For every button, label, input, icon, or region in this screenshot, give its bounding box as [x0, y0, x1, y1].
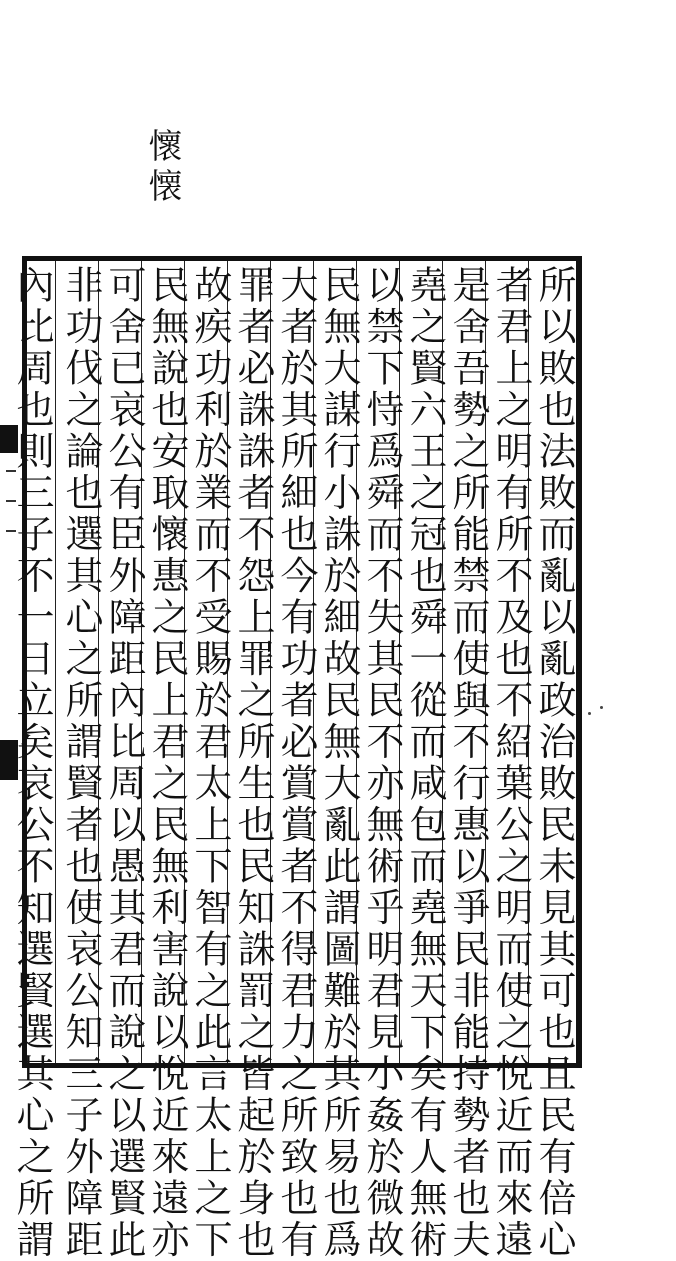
text-column-13: 內比周也則三子不一日立矣哀公不知選賢選其心之所謂 — [10, 265, 54, 1261]
text-column-10: 民無說也安取懷惠之民上君之民無利害說以悅近來遠亦 — [145, 265, 189, 1261]
ink-speck — [600, 706, 603, 709]
marginal-annotation: 懷懐 — [142, 128, 182, 208]
text-column-1: 所以敗也法敗而亂以亂政治敗民未見其可也且民有倍心 — [532, 265, 576, 1261]
column-rule — [55, 261, 56, 1063]
text-frame — [10, 256, 582, 1261]
text-column-4: 堯之賢六王之冠也舜一從而咸包而堯無天下矣有人無術 — [403, 265, 447, 1261]
text-column-9: 故疾功利於業而不受賜於君太上下智有之此言太上之下 — [188, 265, 232, 1261]
text-column-6: 民無大謀行小誅於細故民無大亂此謂圖難於其所易也爲 — [317, 265, 361, 1261]
text-column-12: 非功伐之論也選其心之所謂賢者也使哀公知三子外障距 — [59, 265, 103, 1261]
text-column-8: 罪者必誅誅者不怨上罪之所生也民知誅罰之皆起於身也 — [231, 265, 275, 1261]
text-column-11: 可舍已哀公有臣外障距內比周以愚其君而說之以選賢此 — [102, 265, 146, 1261]
text-column-7: 大者於其所細也今有功者必賞賞者不得君力之所致也有 — [274, 265, 318, 1261]
text-column-2: 者君上之明有所不及也不紹葉公之明而使之悅近而來遠 — [489, 265, 533, 1261]
text-column-3: 是舍吾勢之所能禁而使與不行惠以爭民非能持勢者也夫 — [446, 265, 490, 1261]
ink-speck — [588, 712, 591, 715]
text-column-5: 以禁下恃爲舜而不失其民不亦無術乎明君見小姦於微故 — [360, 265, 404, 1261]
